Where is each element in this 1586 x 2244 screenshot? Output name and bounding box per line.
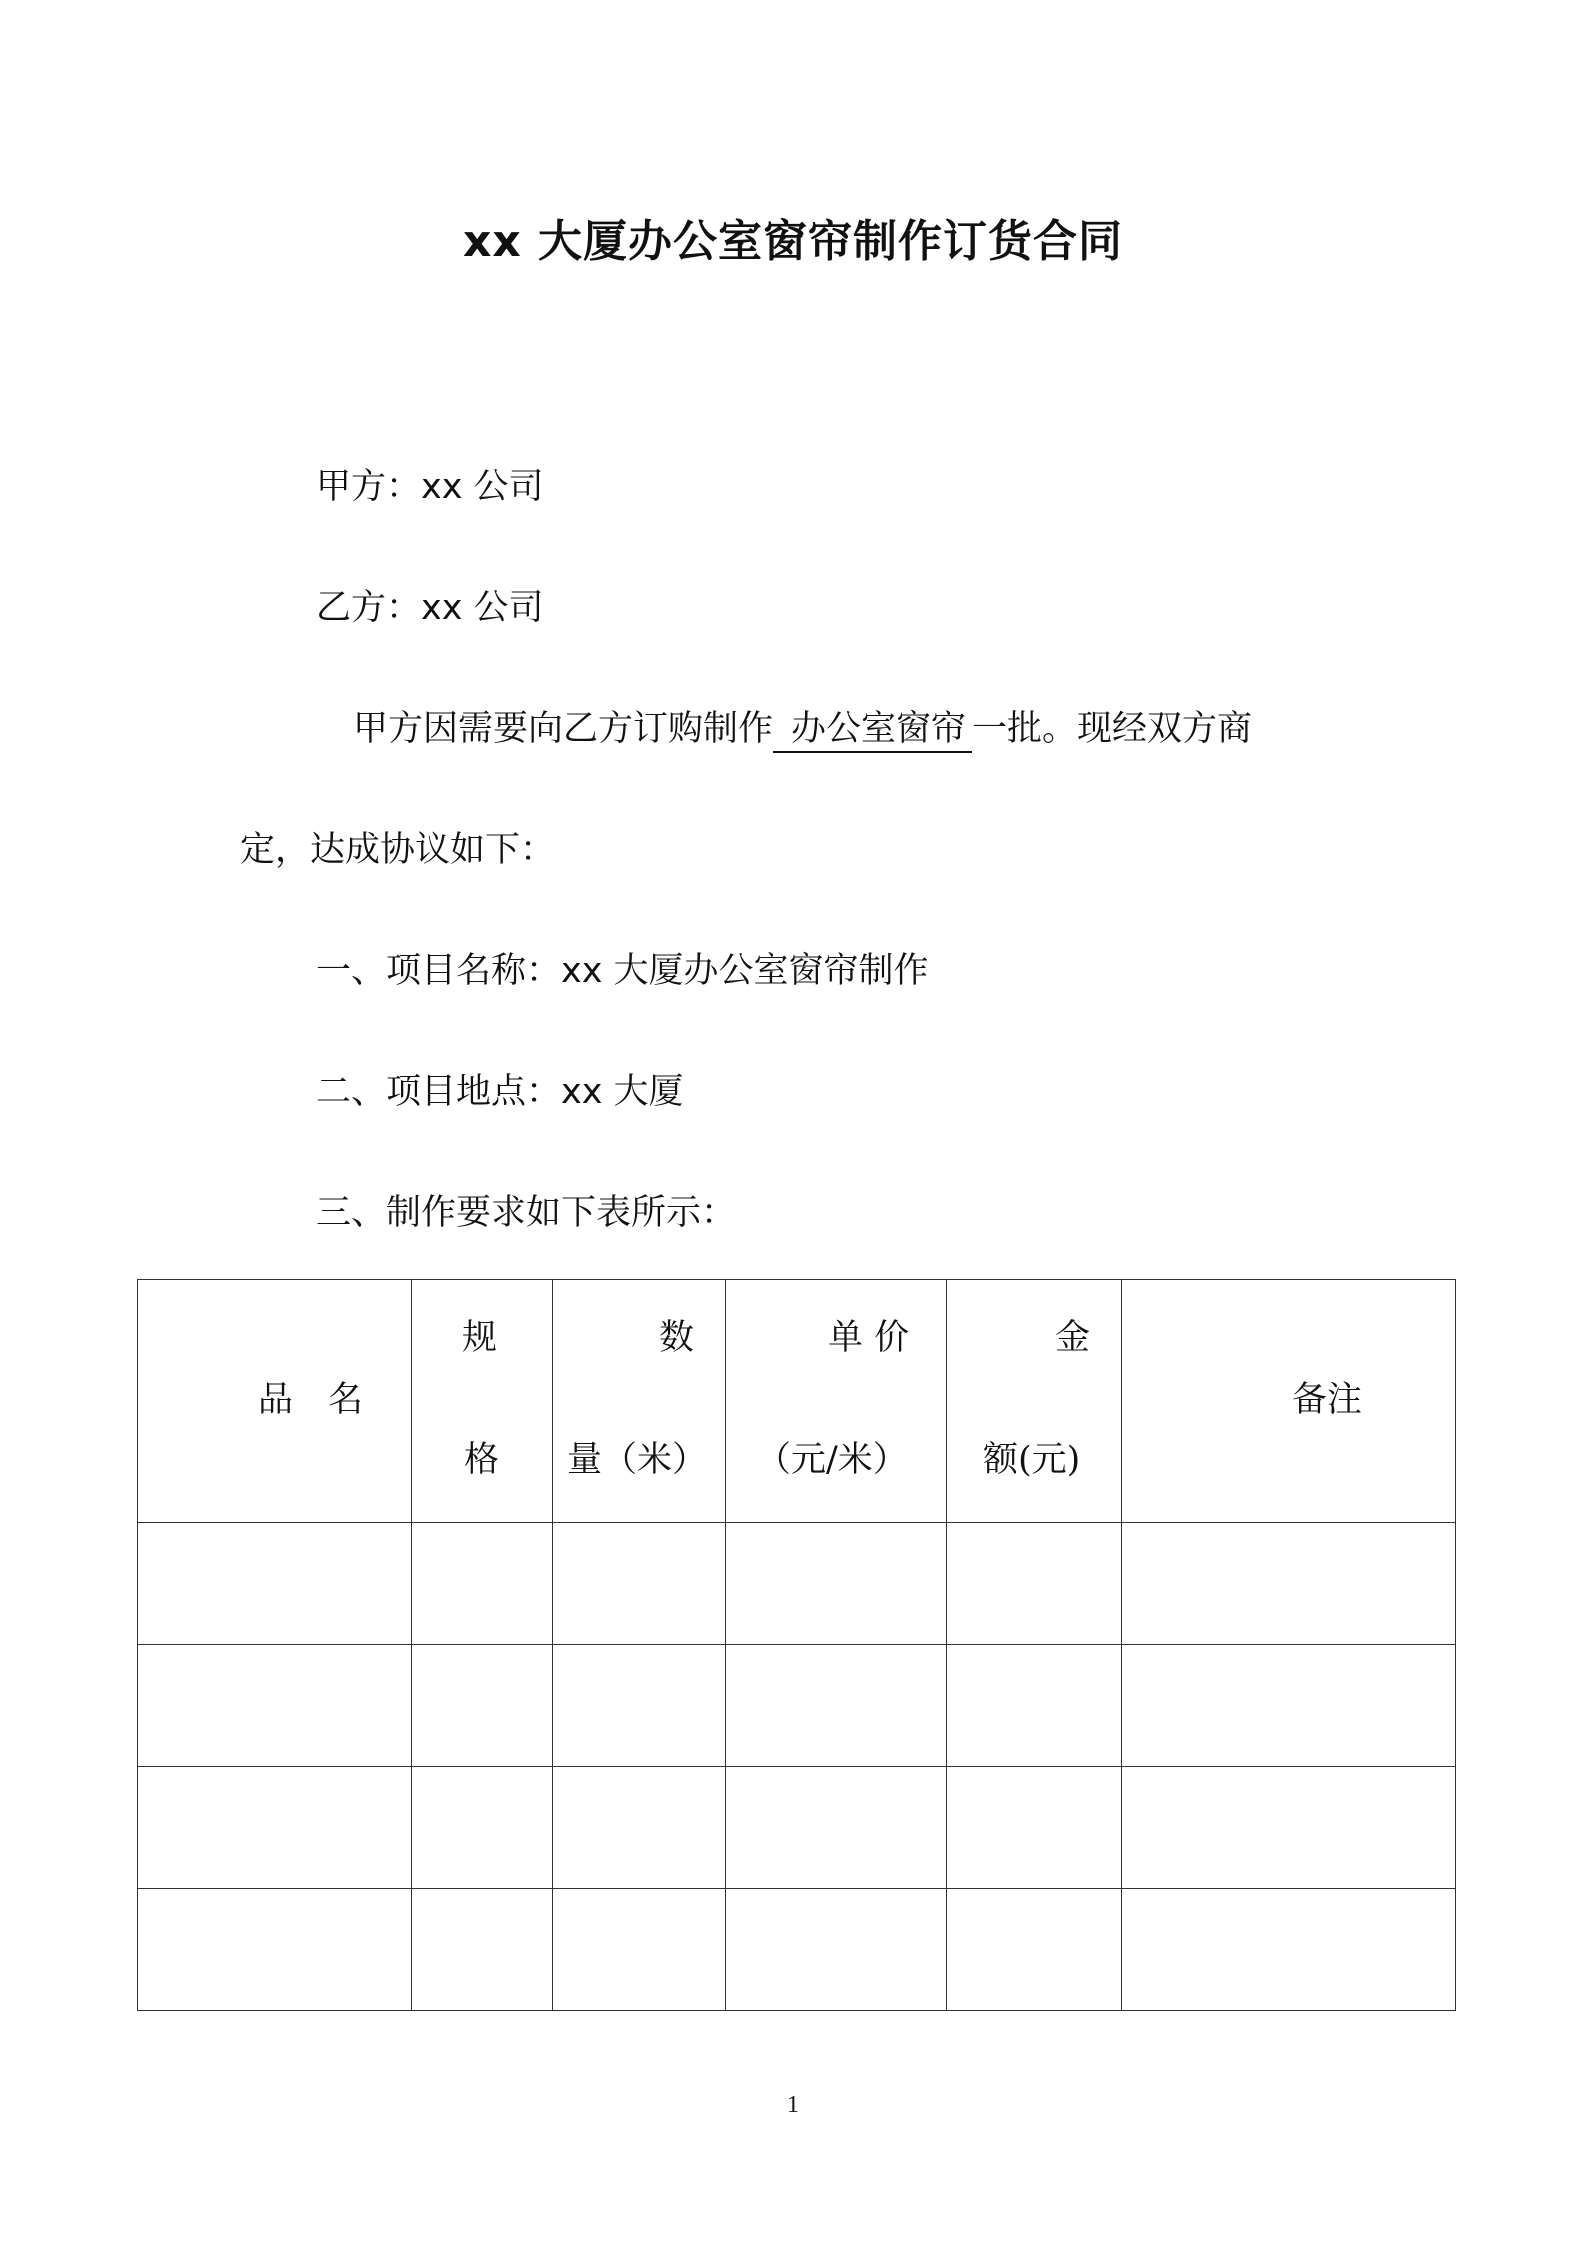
header-remark-label: 备注 (1292, 1380, 1363, 1420)
intro-paragraph-line1 (353, 704, 1252, 754)
table-row (138, 1523, 1456, 1645)
table-cell (726, 1645, 947, 1767)
table-cell (947, 1767, 1122, 1889)
table-cell (553, 1767, 726, 1889)
party-a-line: 甲方：xx 公司 (316, 467, 544, 507)
header-cell-name (138, 1280, 412, 1523)
party-b-line: 乙方：xx 公司 (316, 588, 544, 628)
intro-text-after: 一批。现经双方商 (972, 709, 1253, 749)
requirements-table (137, 1279, 1456, 2011)
table-cell (1122, 1767, 1456, 1889)
header-price-bottom: （元/米） (756, 1440, 908, 1480)
header-spec-bottom: 格 (464, 1440, 500, 1480)
table-cell (553, 1889, 726, 2011)
header-cell-spec (412, 1280, 553, 1523)
header-cell-price (726, 1280, 947, 1523)
table-cell (412, 1645, 553, 1767)
table-cell (1122, 1889, 1456, 2011)
header-amount-top: 金 (1055, 1318, 1091, 1358)
table-cell (947, 1889, 1122, 2011)
table-row (138, 1645, 1456, 1767)
table-cell (412, 1889, 553, 2011)
table-cell (726, 1889, 947, 2011)
header-amount-bottom: 额(元) (983, 1440, 1081, 1480)
table-cell (138, 1767, 412, 1889)
table-cell (412, 1523, 553, 1645)
header-cell-qty (553, 1280, 726, 1523)
clause-project-name: 一、项目名称：xx 大厦办公室窗帘制作 (316, 951, 929, 991)
table-cell (553, 1645, 726, 1767)
header-name-label: 品 名 (258, 1380, 364, 1420)
table-cell (726, 1523, 947, 1645)
table-cell (553, 1523, 726, 1645)
table-cell (1122, 1523, 1456, 1645)
table-cell (138, 1889, 412, 2011)
table-header-row (138, 1280, 1456, 1523)
header-cell-remark (1122, 1280, 1456, 1523)
intro-text-before: 甲方因需要向乙方订购制作 (353, 709, 774, 749)
table-cell (726, 1767, 947, 1889)
document-title: xx 大厦办公室窗帘制作订货合同 (462, 216, 1124, 267)
clause-requirements: 三、制作要求如下表所示： (316, 1193, 737, 1233)
table-cell (138, 1523, 412, 1645)
table-cell (1122, 1645, 1456, 1767)
intro-paragraph-line2: 定，达成协议如下： (240, 830, 556, 870)
header-qty-bottom: 量（米） (567, 1440, 708, 1480)
header-spec-top: 规 (462, 1318, 498, 1358)
clause-project-location: 二、项目地点：xx 大厦 (316, 1072, 684, 1112)
intro-underlined-item: 办公室窗帘 (773, 707, 972, 753)
header-cell-amount (947, 1280, 1122, 1523)
table-cell (947, 1645, 1122, 1767)
table-cell (138, 1645, 412, 1767)
table-row (138, 1889, 1456, 2011)
table-cell (947, 1523, 1122, 1645)
table-row (138, 1767, 1456, 1889)
header-qty-top: 数 (659, 1318, 695, 1358)
header-price-top: 单 价 (828, 1318, 910, 1358)
page-number: 1 (787, 2092, 799, 2118)
table-cell (412, 1767, 553, 1889)
